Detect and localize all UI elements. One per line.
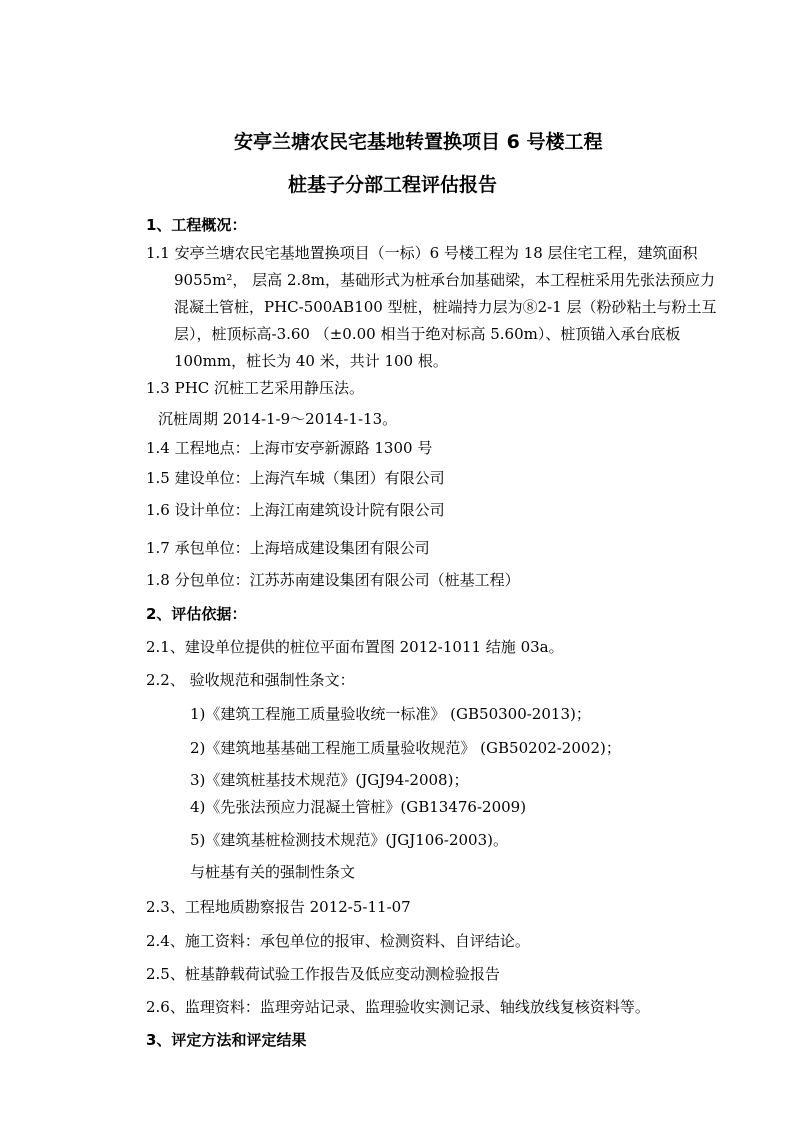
- standard-1: 1)《建筑工程施工质量验收统一标准》 (GB50300-2013)；: [190, 705, 591, 723]
- paragraph-2-6: 2.6、监理资料：监理旁站记录、监理验收实测记录、轴线放线复核资料等。: [146, 998, 650, 1016]
- paragraph-1-4: 1.4 工程地点：上海市安亭新源路 1300 号: [146, 439, 433, 457]
- paragraph-1-3-period: 沉桩周期 2014-1-9～2014-1-13。: [158, 410, 398, 428]
- paragraph-2-4: 2.4、施工资料：承包单位的报审、检测资料、自评结论。: [146, 932, 530, 950]
- standard-4: 4)《先张法预应力混凝土管桩》(GB13476-2009): [190, 798, 527, 816]
- paragraph-1-3: 1.3 PHC 沉桩工艺采用静压法。: [146, 379, 365, 397]
- paragraph-1-6: 1.6 设计单位：上海江南建筑设计院有限公司: [146, 501, 445, 519]
- paragraph-1-7: 1.7 承包单位：上海培成建设集团有限公司: [146, 539, 430, 557]
- paragraph-1-8: 1.8 分包单位：江苏苏南建设集团有限公司（桩基工程）: [146, 571, 520, 589]
- document-title: 安亭兰塘农民宅基地转置换项目 6 号楼工程: [234, 131, 603, 153]
- standard-6: 与桩基有关的强制性条文: [190, 863, 356, 881]
- standard-3: 3)《建筑桩基技术规范》(JGJ94-2008)；: [190, 771, 469, 789]
- standard-5: 5)《建筑基桩检测技术规范》(JGJ106-2003)。: [190, 831, 508, 849]
- paragraph-1-5: 1.5 建设单位：上海汽车城（集团）有限公司: [146, 469, 445, 487]
- paragraph-2-2: 2.2、 验收规范和强制性条文：: [146, 671, 355, 689]
- section-2-heading: 2、评估依据：: [146, 605, 247, 623]
- paragraph-2-3: 2.3、工程地质勘察报告 2012-5-11-07: [146, 898, 411, 916]
- paragraph-1-1-line-5: 100mm，桩长为 40 米，共计 100 根。: [174, 352, 448, 370]
- paragraph-1-1-line-4: 层），桩顶标高-3.60 （±0.00 相当于绝对标高 5.60m）、桩顶锚入承台底板: [174, 325, 681, 343]
- paragraph-1-1-line-2: 9055m²， 层高 2.8m，基础形式为桩承台加基础梁，本工程桩采用先张法预应力: [174, 271, 716, 289]
- paragraph-1-1-line-3: 混凝土管桩，PHC-500AB100 型桩，桩端持力层为⑧2-1 层（粉砂粘土与粉土互: [174, 298, 717, 316]
- paragraph-2-1: 2.1、建设单位提供的桩位平面布置图 2012-1011 结施 03a。: [146, 638, 564, 656]
- standard-2: 2)《建筑地基基础工程施工质量验收规范》 (GB50202-2002)；: [190, 739, 621, 757]
- paragraph-1-1-line-1: 1.1 安亭兰塘农民宅基地置换项目（一标）6 号楼工程为 18 层住宅工程，建筑面积: [146, 244, 698, 262]
- section-1-heading: 1、工程概况：: [146, 216, 247, 234]
- document-subtitle: 桩基子分部工程评估报告: [288, 174, 498, 196]
- section-3-heading: 3、评定方法和评定结果: [146, 1031, 307, 1049]
- paragraph-2-5: 2.5、桩基静载荷试验工作报告及低应变动测检验报告: [146, 965, 500, 983]
